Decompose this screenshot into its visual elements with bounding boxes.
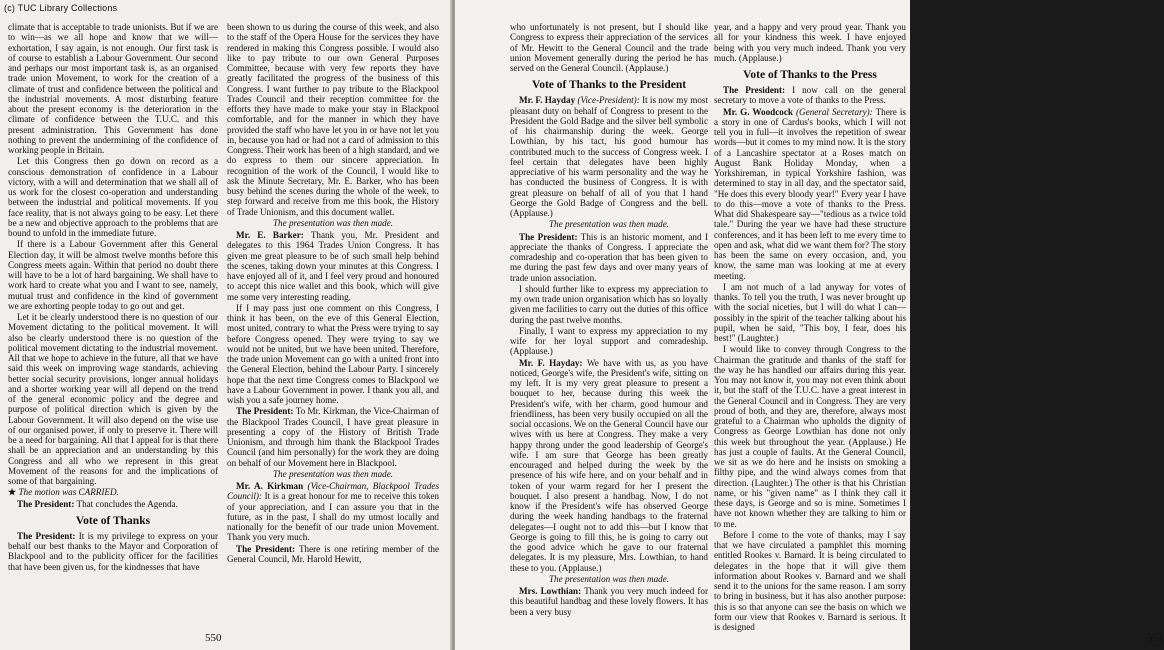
speech-paragraph <box>510 232 708 283</box>
left-column-2 <box>227 22 439 565</box>
speech-text: This is an historic moment, and I appreciate the thanks of Congress. I appreciate the comradeship and co-operation that has been given to me during the past few days and over many years of trade union association. <box>510 231 708 283</box>
page-number-right: 551 <box>1147 632 1164 644</box>
stage-direction: The presentation was then made. <box>272 468 394 479</box>
paragraph: been shown to us during the course of this week, and also to the staff of the Opera House for the services they have rendered in making this Congress possible. I would also like to pay tribute to our own General Purposes Committee, because with very few reports they have greatly facilitated the progress of the business of this Congress. I want further to pay tribute to the Blackpool Trades Council and their reception committee for the efforts they have made to make your stay in Blackpool comfortable, and for the manner in which they have provided the staff who have let you in or have not let you in, because you had or had not a card of admission to this Congress. Their work has been of a high standard, and we do express to them our sincere appreciation. In recognition of the work of the Council, I would like to ask the Minute Secretary, Mr. E. Barker, who has been busy behind the scenes during the whole of the week, to step forward and receive from me this book, the History of Trade Unionism, and this document wallet. <box>227 22 439 217</box>
paragraph: who unfortunately is not present, but I should like Congress to express their appreciation of the services of Mr. Hewitt to the General Council and the trade union Movement generally during the period he has served on the General Council. (Applause.) <box>510 22 708 73</box>
paragraph: I would like to convey through Congress to the Chairman the gratitude and thanks of the staff for the way he has handled our affairs during this year. You may not know it, you may not even think about it, but the staff of the T.U.C. have a great interest in the General Council and in Congress. They are very proud of both, and they are, therefore, always most grateful to a Chairman who upholds the dignity of Congress as George Lowthian has done not only this week but throughout the year. (Applause.) He has just a couple of faults. At the General Council, we sit as we do here and he insists on smoking a filthy pipe, and the wind always comes from that direction. (Laughter.) The other is that his Christian name, or his "given name" as I think they call it these days, is George and so is mine. Sometimes I have not known whether they are talking to him or to me. <box>714 344 906 529</box>
speaker-name: Mr. E. Barker: <box>236 230 304 240</box>
copyright-notice: (c) TUC Library Collections <box>4 3 118 13</box>
speech-paragraph <box>8 499 218 509</box>
speaker-name: The President: <box>17 530 76 541</box>
section-heading: Vote of Thanks to the President <box>531 79 687 92</box>
speech-paragraph <box>227 544 439 565</box>
star-icon: ★ <box>8 487 17 498</box>
paragraph: If there is a Labour Government after this General Election day, it will be almost twelve months before this Congress meets again. Within that period no doubt there will have to be a lot of hard bargaining. We shall have to work hard to create what you and I want to see, namely, mutual trust and confidence in the kind of government we are exhorting people today to go out and get. <box>8 239 218 311</box>
right-column-1 <box>510 22 708 618</box>
stage-direction: The presentation was then made. <box>548 573 670 584</box>
speaker-role: (Vice-President): <box>577 95 640 106</box>
stage-direction: The presentation was then made. <box>548 219 670 230</box>
section-heading: Vote of Thanks <box>75 514 151 527</box>
speech-text: To Mr. Kirkman, the Vice-Chairman of the Blackpool Trades Council, I have great pleasure in presenting a copy of the History of British Trade Unionism, and through him thank the Blackpool Trades Council (and him personally) for the work they are doing on behalf of our Movement here in Blackpool. <box>227 406 439 468</box>
speaker-name: Mr. G. Woodcock <box>723 106 793 117</box>
stage-direction: The presentation was then made. <box>272 217 394 228</box>
speaker-name: Mr. A. Kirkman <box>236 481 304 491</box>
paragraph: Before I come to the vote of thanks, may I say that we have circulated a pamphlet this morning entitled Rookes v. Barnard. It is being circulated to delegates in the hope that it will give them information about Rookes v. Barnard and we shall send it to the unions for the same reason. I am sorry to bring in business, but it has also another purpose: this is so that anyone can see the basis on which we form our view that Rookes v. Barnard is serious. It is designed <box>714 529 906 632</box>
speech-text: That concludes the Agenda. <box>76 498 178 509</box>
speech-paragraph <box>510 586 708 617</box>
speaker-name: The President: <box>236 406 294 417</box>
paragraph: If I may pass just one comment on this Congress, I think it has been, on the eve of this General Election, most united, contrary to what the Press were trying to say before Congress opened. They were trying to say we would not be united, but we have been united. Therefore, the trade union Movement can go with a united front into the General Election, behind the Labour Party. I sincerely hope that the next time Congress comes to Blackpool we have a Labour Government in power. I thank you all, and wish you a safe journey home. <box>227 302 439 405</box>
speech-paragraph <box>227 481 439 543</box>
paragraph: Let this Congress then go down on record as a conscious demonstration of confidence in a Labour victory, with a will and determination that we shall all of us work for the closest co-operation and understanding between the industrial and political movements. If you face reality, that is not always going to be easy. Let there be a new and objective approach to the problems that are bound to unfold in the immediate future. <box>8 156 218 238</box>
paragraph: year, and a happy and very proud year. Thank you all for your kindness this week. I have enjoyed being with you very much indeed. Thank you very much. (Applause.) <box>714 22 906 63</box>
speech-text: I now call on the general secretary to move a vote of thanks to the Press. <box>714 85 907 106</box>
speech-paragraph <box>714 85 906 106</box>
right-column-2 <box>714 22 906 633</box>
speech-text: There is a story in one of Cardus's books, which I will not tell you in full—it involves the repetition of swear words—but it comes to my mind now. It is the story of a Lancashire spectator at a Roses match on August Bank Holiday Monday, when a Yorkshireman, in typical Yorkshire fashion, was determined to stay in all day, and the spectator said, "He does this every bloody year!" Every year I have to do this—move a vote of thanks to the Press. What did Shakespeare say—"tedious as a twice told tale." During the year we have had these structure conferences, and it has been left to me every time to open and ask, what did we want them for? The story has been the same on every occasion, and, you know, the same man was looking at me at every meeting. <box>714 106 906 281</box>
left-column-1 <box>8 22 218 573</box>
speaker-name: The President: <box>723 85 786 95</box>
paragraph: I am not much of a lad anyway for votes of thanks. To tell you the truth, I was never brought up with the social niceties, but I will do what I can—possibly in the spirit of the teacher talking about his pupil, when he said, "This boy, I fear, does his best!" (Laughter.) <box>714 281 906 343</box>
speech-paragraph <box>714 107 906 281</box>
speech-text: Thank you, Mr. President and delegates to this 1964 Trades Union Congress. It has given me great pleasure to be of such small help behind the scenes, taking down your minutes at this Congress. I have enjoyed all of it, and I feel very proud and honoured to accept this nice wallet and this book, which will give me some very interesting reading. <box>227 230 439 302</box>
speech-paragraph <box>227 406 439 468</box>
speaker-role: (Vice-Chairman, Blackpool Trades Council): <box>227 481 440 502</box>
speech-text: Thank you very much indeed for this beautiful handbag and these lovely flowers. It has been a very busy <box>510 586 708 617</box>
speech-text: It is a great honour for me to receive this token of your appreciation, and I can assure you that in the future, as in the past, I shall do my utmost locally and nationally for the benefit of our trade union Movement. Thank you very much. <box>227 491 439 543</box>
paragraph: I should further like to express my appreciation to my own trade union organisation which has so loyally given me facilities to carry out the duties of this office during the past twelve months. <box>510 283 708 325</box>
speech-paragraph <box>510 95 708 218</box>
speaker-role: (General Secretary): <box>796 106 873 117</box>
speaker-name: The President: <box>236 543 296 554</box>
paragraph: Let it be clearly understood there is no question of our Movement dictating to the political movement. It will also be clearly understood there is no question of the political movement dictating to the industrial movement. All that we hope to achieve in the future, all that we have said this week on improving wage standards, achieving better social security provisions, longer annual holidays and a shorter working year will all depend on the trend of the general economic policy and the degree and purpose of political direction which is given by the Labour Government. It will also depend on the wise use of our organised power, if only to preserve it. There will be a need for bargaining. All that I appeal for is that there shall be an appreciation and an understanding by this Congress and all who we represent in this great Movement of the reasons for and the implications of some of that bargaining. <box>8 312 218 486</box>
speech-paragraph <box>510 358 708 573</box>
paragraph: Finally, I want to express my appreciation to my wife for her loyal support and comradeship. (Applause.) <box>510 325 708 357</box>
section-heading: Vote of Thanks to the Press <box>743 69 877 81</box>
speaker-name: The President: <box>519 231 578 242</box>
speech-text: It is now my most pleasant duty on behalf of Congress to present to the President the Gold Badge and the silver bell symbolic of his chairmanship during the week. George Lowthian, by his tact, his good humour has contributed much to the success of Congress week. I feel certain that delegates have been highly appreciative of his warm personality and the way he has conducted the business of Congress. It is with great pleasure on behalf of all of you that I hand George the Gold Badge of Congress and the bell. (Applause.) <box>510 95 709 218</box>
speech-paragraph <box>8 531 218 572</box>
speech-text: We have with us, as you have noticed, George's wife, the President's wife, sitting on my left. It is my very great pleasure to present a bouquet to her, because during this week the President's wife, with her charm, good humour and friendliness, has been very busily occupied on all the social occasions. We on the General Council have our wives with us here at Congress. They make a very happy throng under the good leadership of George's wife. I am sure that George has been greatly encouraged and helped during the week by the presence of his wife here, and on your behalf and in token of your warm regard for her I present the bouquet. I also present a handbag. Now, I do not know if the President's wife has observed George during the week handing handbags to the fraternal delegates—I ought not to add this—but I know that George is going to fill this, he is going to carry out the good advice which he gave to our fraternal delegates. It is my pleasure, Mrs. Lowthian, to hand these to you. (Applause.) <box>510 357 708 573</box>
speech-paragraph <box>227 230 439 302</box>
motion-text: The motion was CARRIED. <box>18 487 119 498</box>
speaker-name: Mrs. Lowthian: <box>519 586 582 596</box>
left-page <box>0 0 452 650</box>
page-number-left: 550 <box>205 632 222 644</box>
paragraph: climate that is acceptable to trade unionists. But if we are to win—as we all hope and know that we will—exhortation, I say again, is not enough. Our first task is of course to establish a Labour Government. Our second and perhaps our most important task is, as an organised trade union Movement, to work for the creation of a climate of trust and confidence between the political and the industrial movements. A most disturbing feature about the present economy is the deterioration in the climate of confidence between the T.U.C. and this present administration. This Government has done nothing to prevent the undermining of the confidence of working people in Britain. <box>8 22 218 155</box>
speaker-name: Mr. F. Hayday <box>519 95 576 106</box>
speech-text: It is my privilege to express on your behalf our best thanks to the Mayor and Corporation of Blackpool and to the publicity officer for the facilities that have been given us, for the kindnesses that have <box>8 530 219 572</box>
speaker-name: The President: <box>17 498 75 509</box>
motion-result <box>8 487 218 497</box>
speaker-name: Mr. F. Hayday: <box>519 357 583 368</box>
speech-text: There is one retiring member of the General Council, Mr. Harold Hewitt, <box>227 543 439 564</box>
